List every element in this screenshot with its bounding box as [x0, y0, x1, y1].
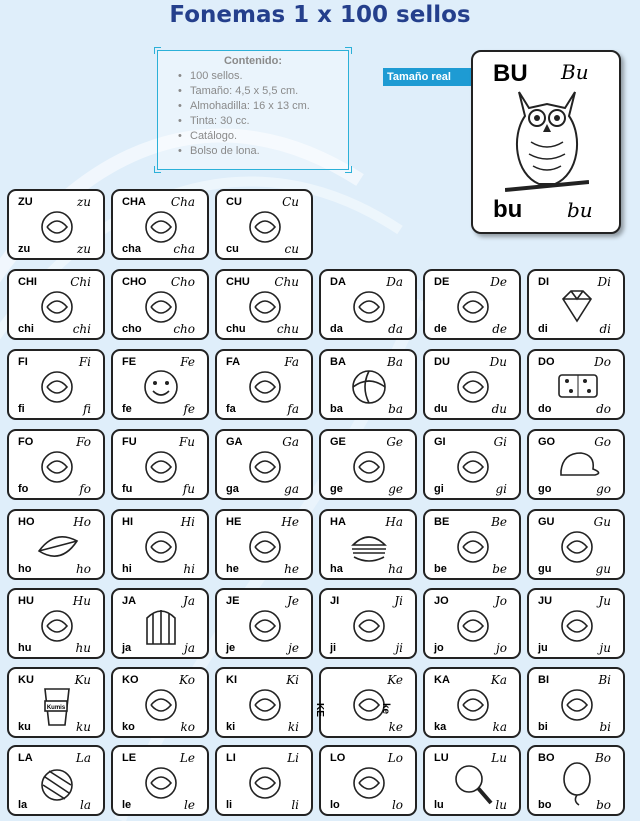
stamp-card-da[interactable] [319, 269, 417, 340]
ball-icon [347, 365, 393, 411]
stamp-card-ke[interactable] [314, 667, 417, 738]
stamp-lower-cursive: chu [276, 322, 299, 336]
contents-item: • 100 sellos. [190, 69, 348, 84]
stamp-lower: cu [226, 243, 239, 255]
stamp-lower: lu [434, 799, 444, 811]
stamp-upper-cursive: Ku [74, 673, 91, 687]
stamp-lower-cursive: cho [173, 322, 195, 336]
stamp-card-jo[interactable] [423, 588, 521, 659]
stamp-lower: ge [330, 483, 343, 495]
hamburger-icon [347, 525, 393, 571]
stamp-lower-cursive: le [184, 798, 195, 812]
stamp-upper: KU [18, 674, 34, 686]
stamp-upper-cursive: Ga [282, 435, 299, 449]
contents-item: • Tinta: 30 cc. [190, 114, 348, 129]
stamp-lower: ho [18, 563, 32, 575]
stamp-upper-cursive: Fi [78, 355, 91, 369]
stamp-lower-cursive: de [492, 322, 507, 336]
stamp-upper: FE [122, 356, 137, 368]
line-of-people-icon [35, 365, 81, 411]
stamp-upper-cursive: Bo [594, 751, 611, 765]
contents-list [158, 69, 348, 159]
stamp-card-du[interactable] [423, 349, 521, 420]
stamp-upper-cursive: Go [594, 435, 611, 449]
stamp-card-hu[interactable] [7, 588, 105, 659]
stamp-lower: da [330, 323, 343, 335]
stamp-upper-cursive: Le [179, 751, 195, 765]
stamp-lower: jo [434, 642, 444, 654]
stamp-upper: CU [226, 196, 242, 208]
stamp-upper: FU [122, 436, 137, 448]
stamp-card-fa[interactable] [215, 349, 313, 420]
kimono-icon [243, 683, 289, 729]
cap-icon [555, 445, 601, 491]
syringe-icon [243, 604, 289, 650]
stamp-upper: JE [226, 595, 240, 607]
stamp-upper: ZU [18, 196, 33, 208]
stamp-lower-cursive: li [291, 798, 299, 812]
stamp-upper: LE [122, 752, 137, 764]
stamp-lower-cursive: do [596, 402, 611, 416]
stamp-lower-cursive: je [288, 641, 299, 655]
frame-corner [154, 47, 161, 54]
match-icon [35, 445, 81, 491]
stamp-card-je[interactable] [215, 588, 313, 659]
stamp-lower: ki [226, 721, 236, 733]
stamp-upper: JO [434, 595, 449, 607]
smiley-icon [139, 365, 185, 411]
stamp-upper: KA [434, 674, 450, 686]
stamp-lower: zu [18, 243, 31, 255]
stamp-upper-cursive: Ba [387, 355, 403, 369]
stamp-card-cu[interactable] [215, 189, 313, 260]
stamp-upper: HE [226, 516, 242, 528]
real-size-tag: Tamaño real [383, 68, 471, 86]
stamp-upper-cursive: Li [287, 751, 299, 765]
stamp-upper-cursive: Chu [274, 275, 299, 289]
stamp-upper-cursive: Ju [598, 594, 611, 608]
contents-item: • Almohadilla: 16 x 13 cm. [190, 99, 348, 114]
stamp-lower-cursive: be [492, 562, 507, 576]
stamp-upper-cursive: Du [489, 355, 507, 369]
stamp-upper: FI [18, 356, 28, 368]
stamp-card-lu[interactable] [423, 745, 521, 816]
stamp-lower-cursive: bi [599, 720, 611, 734]
stamp-card-go[interactable] [527, 429, 625, 500]
stamp-upper: LO [330, 752, 346, 764]
stamp-upper: CHA [122, 196, 146, 208]
stamp-card-lo[interactable] [319, 745, 417, 816]
stamp-upper: HU [18, 595, 34, 607]
stamp-lower: ga [226, 483, 239, 495]
stamp-card-bi[interactable] [527, 667, 625, 738]
giraffe-icon [347, 604, 393, 650]
stamp-upper-cursive: Hu [72, 594, 91, 608]
family-icon [243, 365, 289, 411]
stamp-upper-cursive: Cho [170, 275, 195, 289]
stamp-lower-cursive: lo [391, 798, 403, 812]
frame-corner [345, 166, 352, 173]
contents-item: • Catálogo. [190, 129, 348, 144]
contents-item: • Tamaño: 4,5 x 5,5 cm. [190, 84, 348, 99]
stamp-lower: gu [538, 563, 552, 575]
stamp-upper: HO [18, 516, 35, 528]
stamp-card-bo[interactable] [527, 745, 625, 816]
stamp-card-ki[interactable] [215, 667, 313, 738]
stamp-lower: le [122, 799, 132, 811]
stamp-lower: de [434, 323, 447, 335]
stamp-lower-cursive: ka [492, 720, 507, 734]
stamp-lower-cursive: ja [184, 641, 195, 655]
stamp-lower-cursive: ko [180, 720, 195, 734]
featured-lower: bu [493, 196, 523, 223]
stamp-lower: bo [538, 799, 552, 811]
stamp-lower: li [226, 799, 233, 811]
stamp-lower-cursive: fi [82, 402, 91, 416]
stamp-upper: BI [538, 674, 549, 686]
ice-cream-icon [243, 525, 289, 571]
stamp-card-fi[interactable] [7, 349, 105, 420]
stamp-lower: lo [330, 799, 340, 811]
stamp-lower-cursive: la [80, 798, 91, 812]
stamp-upper: FO [18, 436, 34, 448]
stamp-card-ge[interactable] [319, 429, 417, 500]
kumis-cup-icon [35, 683, 81, 729]
stamp-card-ku[interactable] [7, 667, 105, 738]
stamp-lower: ha [330, 563, 343, 575]
gypsy-icon [451, 445, 497, 491]
stamp-upper-cursive: Ka [490, 673, 507, 687]
featured-upper: BU [493, 60, 528, 87]
stamp-card-ko[interactable] [111, 667, 209, 738]
stamp-lower: ku [18, 721, 31, 733]
stamp-upper: BO [538, 752, 555, 764]
stamp-lower-cursive: ge [388, 482, 403, 496]
stamp-lower: ja [122, 642, 132, 654]
stamp-upper-cursive: Gi [493, 435, 507, 449]
stamp-lower: chu [226, 323, 246, 335]
stamp-card-la[interactable] [7, 745, 105, 816]
stamp-upper-cursive: Ke [387, 673, 403, 687]
stamp-upper: CHI [18, 276, 37, 288]
stamp-lower: hu [18, 642, 32, 654]
stamp-lower: di [538, 323, 548, 335]
stamp-lower-cursive: ho [76, 562, 91, 576]
stamp-lower-cursive: gu [595, 562, 611, 576]
stamp-upper: BE [434, 516, 450, 528]
stamp-upper: DA [330, 276, 346, 288]
stamp-card-ja[interactable] [111, 588, 209, 659]
stamp-upper: LI [226, 752, 236, 764]
stamp-card-zu[interactable] [7, 189, 105, 260]
stamp-card-chi[interactable] [7, 269, 105, 340]
stamp-upper-cursive: Ki [286, 673, 299, 687]
featured-upper-cursive: Bu [561, 60, 589, 84]
stamp-lower: ka [434, 721, 447, 733]
stamp-lower-cursive: chi [72, 322, 91, 336]
leaf-icon [35, 525, 81, 571]
stamp-card-di[interactable] [527, 269, 625, 340]
stamp-upper-cursive: Fu [178, 435, 195, 449]
stamp-upper: FA [226, 356, 241, 368]
stamp-lower-cursive: ki [287, 720, 299, 734]
stamp-upper-cursive: La [75, 751, 91, 765]
stamp-upper: GU [538, 516, 555, 528]
stamp-lower: be [434, 563, 447, 575]
stamp-upper-cursive: Ko [179, 673, 195, 687]
stamp-lower-cursive: he [284, 562, 299, 576]
stamp-lower-cursive: cu [284, 242, 299, 256]
stamp-lower: do [538, 403, 552, 415]
campfire-icon [139, 445, 185, 491]
stamp-upper: BA [330, 356, 346, 368]
stamp-upper-cursive: Cu [282, 195, 299, 209]
stamp-card-be[interactable] [423, 509, 521, 580]
featured-stamp[interactable] [471, 50, 621, 234]
stamp-upper-cursive: Fe [180, 355, 195, 369]
stamp-lower-cursive: fu [182, 482, 195, 496]
stamp-lower-cursive: fo [79, 482, 91, 496]
stamp-side-lower: ke [380, 703, 391, 715]
stamp-card-ga[interactable] [215, 429, 313, 500]
stamp-upper: HA [330, 516, 346, 528]
stamp-lower: go [538, 483, 552, 495]
stamp-upper-cursive: Jo [494, 594, 507, 608]
koala-icon [139, 683, 185, 729]
contents-item: • Bolso de lona. [190, 144, 348, 159]
stamp-card-ba[interactable] [319, 349, 417, 420]
scissors-icon [35, 205, 81, 251]
stamp-card-fe[interactable] [111, 349, 209, 420]
stamp-upper: JA [122, 595, 137, 607]
stamp-upper: HI [122, 516, 133, 528]
stamp-card-le[interactable] [111, 745, 209, 816]
stamp-upper-cursive: Je [287, 594, 299, 608]
stamp-upper-cursive: Do [594, 355, 611, 369]
stamp-lower: fe [122, 403, 132, 415]
stamp-lower-cursive: fe [183, 402, 195, 416]
stamp-upper: CHU [226, 276, 250, 288]
stamp-lower-cursive: jo [496, 641, 507, 655]
stamp-lower: du [434, 403, 448, 415]
stamp-lower-cursive: go [596, 482, 611, 496]
stamp-card-ho[interactable] [7, 509, 105, 580]
stamp-upper-cursive: Fa [284, 355, 299, 369]
stamp-lower: cha [122, 243, 141, 255]
yarn-icon [35, 761, 81, 807]
stamp-lower-cursive: fa [287, 402, 299, 416]
stamp-lower: ko [122, 721, 135, 733]
stamp-card-ji[interactable] [319, 588, 417, 659]
stamp-card-gi[interactable] [423, 429, 521, 500]
stamp-upper: KI [226, 674, 237, 686]
balloon-icon [555, 761, 601, 807]
stamp-lower: fo [18, 483, 29, 495]
stamp-upper-cursive: De [490, 275, 507, 289]
stamp-upper-cursive: Lu [491, 751, 507, 765]
stamp-lower-cursive: ba [388, 402, 403, 416]
owl-icon [505, 86, 589, 194]
judge-icon [555, 604, 601, 650]
stamp-upper-cursive: Da [386, 275, 403, 289]
cat-icon [243, 445, 289, 491]
stamp-upper-cursive: Be [491, 515, 507, 529]
stamp-lower-cursive: gi [495, 482, 507, 496]
stamp-upper-cursive: Ho [73, 515, 91, 529]
stamp-lower: hi [122, 563, 132, 575]
stamp-upper: DU [434, 356, 450, 368]
stamp-upper: GE [330, 436, 346, 448]
worm-icon [555, 525, 601, 571]
stamp-lower-cursive: ku [76, 720, 91, 734]
diamond-icon [555, 285, 601, 331]
stamp-lower-cursive: hi [183, 562, 195, 576]
stamp-upper-cursive: Hi [180, 515, 195, 529]
stamp-card-hi[interactable] [111, 509, 209, 580]
stamp-lower: fa [226, 403, 236, 415]
stamp-upper: DI [538, 276, 549, 288]
contents-heading: Contenido: [223, 55, 283, 67]
stamp-upper-cursive: He [281, 515, 299, 529]
stamp-lower: ji [330, 642, 337, 654]
stamp-card-cha[interactable] [111, 189, 209, 260]
stamp-upper: GA [226, 436, 243, 448]
stamp-lower-cursive: zu [76, 242, 91, 256]
stamp-lower-cursive: da [388, 322, 403, 336]
stamp-lower: cho [122, 323, 142, 335]
stamp-lower-cursive: bo [596, 798, 611, 812]
domino-icon [555, 365, 601, 411]
stamp-card-fo[interactable] [7, 429, 105, 500]
stamp-card-do[interactable] [527, 349, 625, 420]
stamp-upper-cursive: zu [76, 195, 91, 209]
stamp-upper-cursive: Gu [593, 515, 611, 529]
stamp-lower-cursive: lu [495, 798, 507, 812]
stamp-card-he[interactable] [215, 509, 313, 580]
stamp-card-ju[interactable] [527, 588, 625, 659]
stamp-card-de[interactable] [423, 269, 521, 340]
stamp-card-ha[interactable] [319, 509, 417, 580]
playing-card-icon [451, 604, 497, 650]
dart-icon [347, 285, 393, 331]
dragonfly-icon [243, 761, 289, 807]
wolf-icon [347, 761, 393, 807]
stamp-card-li[interactable] [215, 745, 313, 816]
stamp-upper: CHO [122, 276, 147, 288]
stamp-side-upper: KE [314, 703, 325, 717]
stamp-lower: he [226, 563, 239, 575]
stamp-upper: GO [538, 436, 556, 448]
stamp-upper: LA [18, 752, 33, 764]
cockroach-icon [243, 205, 289, 251]
stamp-lower: gi [434, 483, 444, 495]
stamp-upper-cursive: Cha [170, 195, 195, 209]
stamp-upper-cursive: Ge [386, 435, 403, 449]
binoculars-icon [555, 683, 601, 729]
stamp-card-gu[interactable] [527, 509, 625, 580]
stamp-card-fu[interactable] [111, 429, 209, 500]
stamp-upper: GI [434, 436, 446, 448]
stamp-upper: KO [122, 674, 139, 686]
stamp-upper-cursive: Fo [76, 435, 91, 449]
stamp-lower-cursive: du [491, 402, 507, 416]
jelly-icon [347, 445, 393, 491]
stamp-lower-cursive: di [599, 322, 611, 336]
stamp-lower-cursive: ji [395, 641, 403, 655]
stamp-upper-cursive: Ji [394, 594, 403, 608]
stamp-upper: LU [434, 752, 449, 764]
stamp-lower: fu [122, 483, 133, 495]
magnifier-icon [451, 761, 497, 807]
stamp-card-ka[interactable] [423, 667, 521, 738]
fried-egg-icon [35, 604, 81, 650]
stamp-lower-cursive: ju [599, 641, 611, 655]
stamp-upper-cursive: Bi [598, 673, 611, 687]
finger-icon [451, 285, 497, 331]
stamp-card-cho[interactable] [111, 269, 209, 340]
stamp-lower-cursive: hu [75, 641, 91, 655]
stamp-lower-cursive: cha [173, 242, 195, 256]
stamp-lower: fi [18, 403, 25, 415]
page-title: Fonemas 1 x 100 sellos [169, 2, 471, 28]
pastry-icon [451, 365, 497, 411]
stamp-upper-cursive: Lo [387, 751, 403, 765]
cage-icon [139, 604, 185, 650]
stamp-upper-cursive: Ha [385, 515, 403, 529]
stamp-upper-cursive: Di [597, 275, 611, 289]
stamp-lower: ba [330, 403, 343, 415]
stamp-lower: bi [538, 721, 548, 733]
stamp-upper: DE [434, 276, 450, 288]
frame-corner [345, 47, 352, 54]
thread-spool-icon [139, 525, 185, 571]
contents-box [157, 50, 349, 170]
stamp-lower-cursive: ke [388, 720, 403, 734]
stamp-upper-cursive: Ja [183, 594, 195, 608]
stamp-upper: DO [538, 356, 555, 368]
stamp-lower-cursive: ga [284, 482, 299, 496]
stamp-lower: ju [538, 642, 548, 654]
stamp-card-chu[interactable] [215, 269, 313, 340]
svg-text:Kumis: Kumis [46, 705, 66, 711]
featured-lower-cursive: bu [567, 198, 593, 222]
karate-icon [451, 683, 497, 729]
stamp-upper: JU [538, 595, 553, 607]
stamp-lower: la [18, 799, 28, 811]
stamp-lower: je [226, 642, 236, 654]
stamp-upper: JI [330, 595, 340, 607]
frame-corner [154, 166, 161, 173]
stamp-lower: chi [18, 323, 34, 335]
kiss-icon [451, 525, 497, 571]
stamp-upper-cursive: Chi [70, 275, 91, 289]
stamp-lower-cursive: ha [388, 562, 403, 576]
lion-icon [139, 761, 185, 807]
